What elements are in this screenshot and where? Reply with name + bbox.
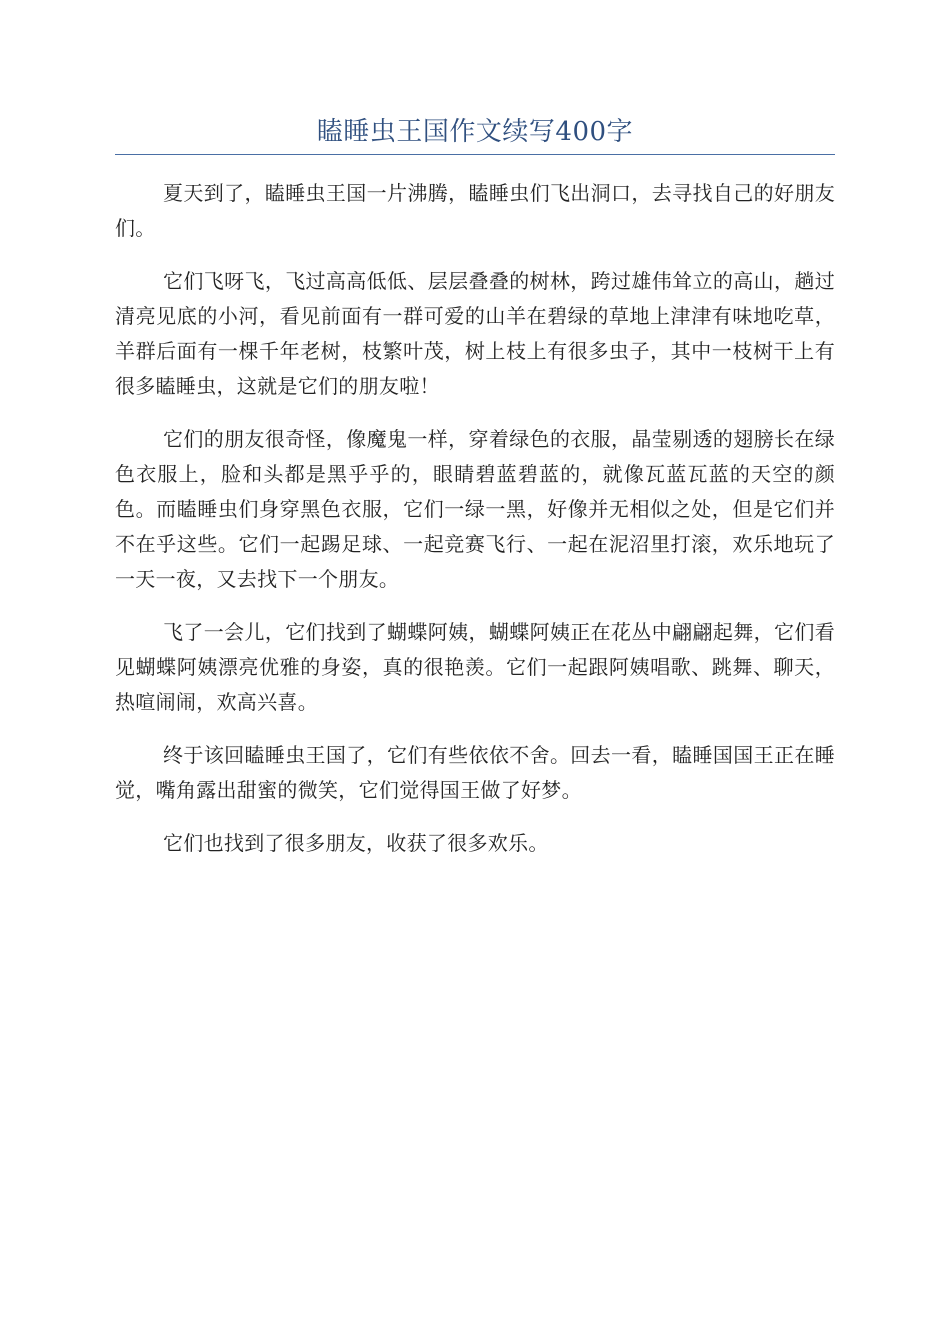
paragraph-5: 终于该回瞌睡虫王国了，它们有些依依不舍。回去一看，瞌睡国国王正在睡觉，嘴角露出甜蜜的微笑，它们觉得国王做了好梦。: [115, 743, 835, 802]
document-title: 瞌睡虫王国作文续写400字: [316, 117, 634, 147]
document-body: [115, 176, 835, 879]
paragraph-4: 飞了一会儿，它们找到了蝴蝶阿姨，蝴蝶阿姨正在花丛中翩翩起舞，它们看见蝴蝶阿姨漂亮优雅的身姿，真的很艳羡。它们一起跟阿姨唱歌、跳舞、聊天，热喧闹闹，欢高兴喜。: [115, 620, 835, 714]
paragraph-2: 它们飞呀飞，飞过高高低低、层层叠叠的树林，跨过雄伟耸立的高山，趟过清亮见底的小河，看见前面有一群可爱的山羊在碧绿的草地上津津有味地吃草，羊群后面有一棵千年老树，枝繁叶茂，树上枝上有很多虫子，其中一枝树干上有很多瞌睡虫，这就是它们的朋友啦！: [115, 269, 835, 398]
paragraph-1: 夏天到了，瞌睡虫王国一片沸腾，瞌睡虫们飞出洞口，去寻找自己的好朋友们。: [115, 181, 835, 240]
title-underline: [115, 154, 835, 155]
paragraph-6: 它们也找到了很多朋友，收获了很多欢乐。: [163, 831, 549, 855]
paragraph-3: 它们的朋友很奇怪，像魔鬼一样，穿着绿色的衣服，晶莹剔透的翅膀长在绿色衣服上，脸和头都是黑乎乎的，眼睛碧蓝碧蓝的，就像瓦蓝瓦蓝的天空的颜色。而瞌睡虫们身穿黑色衣服，它们一绿一黑，好像并无相似之处，但是它们并不在乎这些。它们一起踢足球、一起竞赛飞行、一起在泥沼里打滚，欢乐地玩了一天一夜，又去找下一个朋友。: [115, 427, 835, 591]
